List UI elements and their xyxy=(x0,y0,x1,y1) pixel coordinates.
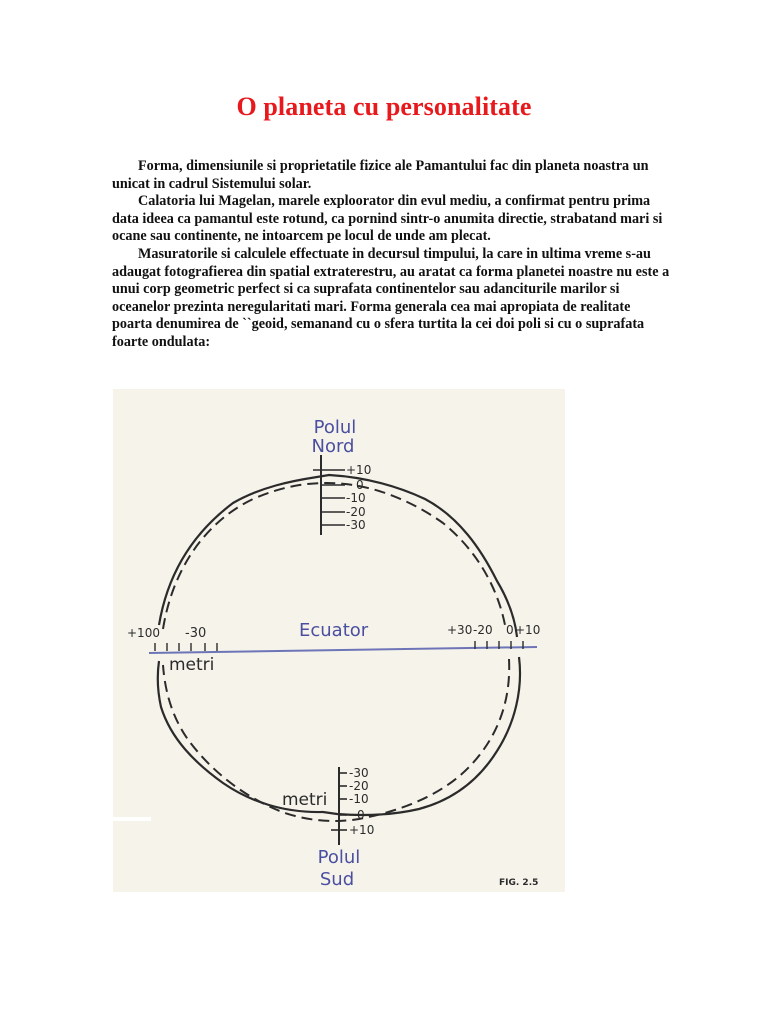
paragraph: Masuratorile si calculele effectuate in decursul timpului, la care in ultima vreme s-au adaugat fotografierea din spatial extraterestru, au aratat ca forma planetei noastre nu este a unui corp geometric perfect si ca suprafata continentelor sau adanciturile marilor si oceanelor prezinta neregularitati mari. Forma generala cea mai apropiata de realitate poarta denumirea de ``geoid, semanand cu o sfera turtita la cei doi poli si cu o suprafata foarte ondulata: xyxy=(112,245,670,350)
scan-edge xyxy=(113,817,151,821)
north-scale-label: 0 xyxy=(356,478,364,492)
geoid-outline xyxy=(158,475,520,815)
right-scale-label: +30 xyxy=(447,623,473,637)
south-scale-labels xyxy=(349,766,374,837)
units-label-left: metri xyxy=(169,655,215,675)
south-pole-label-line1: Polul xyxy=(317,847,361,868)
south-scale-label: -10 xyxy=(349,792,369,806)
page-title: O planeta cu personalitate xyxy=(236,92,532,121)
paragraph: Calatoria lui Magelan, marele exploorator din evul mediu, a confirmat pentru prima data ideea ca pamantul este rotund, ca pornind sintr-o anumita directie, strabatand mari si ocane sau continente, ne intoarcem pe locul de unde am plecat. xyxy=(112,193,663,245)
equator-line xyxy=(149,647,537,653)
north-scale-label: -30 xyxy=(346,518,366,532)
equator-ticks-left xyxy=(155,643,217,651)
south-pole-label-line2: Sud xyxy=(319,869,355,890)
north-scale-label: -20 xyxy=(346,505,366,519)
right-scale-label: 0 xyxy=(506,623,514,637)
units-label-south: metri xyxy=(282,790,328,810)
paragraph: Forma, dimensiunile si proprietatile fizice ale Pamantului fac din planeta noastra un unicat in cadrul Sistemului solar. xyxy=(112,158,649,192)
south-scale-label: +10 xyxy=(349,823,375,837)
north-pole-label-line2: Nord xyxy=(311,436,355,457)
equator-label: Ecuator xyxy=(299,620,369,641)
left-scale-label: +100 xyxy=(127,626,160,640)
geoid-diagram xyxy=(113,389,565,892)
north-scale-label: +10 xyxy=(346,463,372,477)
right-scale-label: +10 xyxy=(515,623,541,637)
north-scale-labels xyxy=(346,463,371,532)
right-scale-label: -20 xyxy=(473,623,493,637)
south-scale-label: -30 xyxy=(349,766,369,780)
north-ticks xyxy=(313,470,345,525)
north-scale-label: -10 xyxy=(346,491,366,505)
south-scale-label: 0 xyxy=(357,808,365,822)
north-pole-label-line1: Polul xyxy=(313,417,357,438)
body-text xyxy=(112,158,672,352)
figure-number: FIG. 2.5 xyxy=(499,878,539,888)
geoid-figure xyxy=(113,389,565,892)
south-scale-label: -20 xyxy=(349,779,369,793)
left-scale-label: -30 xyxy=(185,626,207,641)
